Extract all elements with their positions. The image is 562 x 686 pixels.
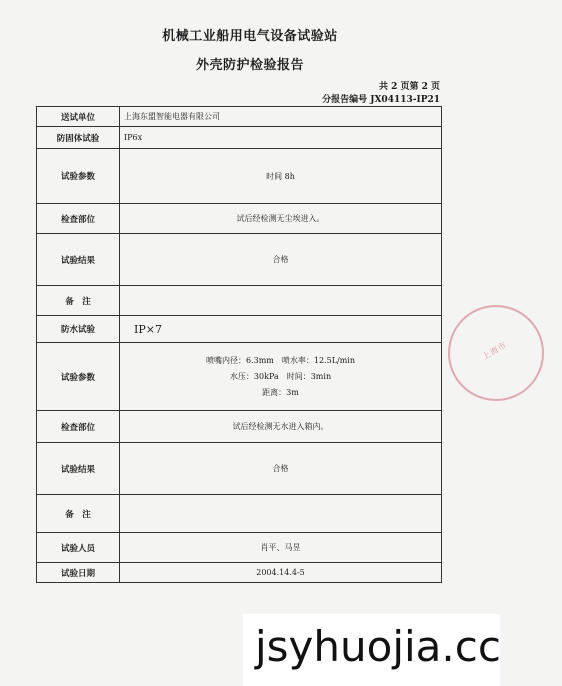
dust-result-label: 试验结果 bbox=[37, 234, 120, 286]
water-check-value: 试后经检测无水进入箱内。 bbox=[120, 411, 442, 443]
tester-value: 肖平、马昱 bbox=[120, 533, 442, 563]
row-water-note bbox=[37, 495, 442, 533]
date-label: 试验日期 bbox=[37, 563, 120, 583]
row-water-result bbox=[37, 443, 442, 495]
report-title: 外壳防护检验报告 bbox=[195, 58, 304, 73]
tester-label: 试验人员 bbox=[37, 533, 120, 563]
official-seal bbox=[430, 287, 561, 418]
water-params-line: 距离：3m bbox=[262, 387, 299, 397]
client-value: 上海东盟智能电器有限公司 bbox=[120, 107, 442, 127]
dust-test-label: 防固体试验 bbox=[37, 127, 120, 149]
water-result-value: 合格 bbox=[120, 443, 442, 495]
water-check-label: 检查部位 bbox=[37, 411, 120, 443]
water-params-line: 喷嘴内径：6.3mm 喷水率：12.5L/min bbox=[205, 355, 355, 365]
water-params-value bbox=[120, 343, 442, 411]
row-tester bbox=[37, 533, 442, 563]
water-params-line: 水压：30kPa 时间：3min bbox=[229, 371, 332, 381]
dust-check-label: 检查部位 bbox=[37, 204, 120, 234]
page-count: 共 2 页第 2 页 bbox=[378, 82, 440, 92]
water-note-value bbox=[120, 495, 442, 533]
row-dust-result bbox=[37, 234, 442, 286]
water-note-label: 备 注 bbox=[37, 495, 120, 533]
row-client bbox=[37, 107, 442, 127]
water-result-label: 试验结果 bbox=[37, 443, 120, 495]
row-dust-check bbox=[37, 204, 442, 234]
water-test-value: IP×7 bbox=[120, 316, 442, 343]
dust-params-label: 试验参数 bbox=[37, 149, 120, 204]
date-value: 2004.14.4-5 bbox=[120, 563, 442, 583]
dust-note-value bbox=[120, 286, 442, 316]
dust-note-label: 备 注 bbox=[37, 286, 120, 316]
water-test-label: 防水试验 bbox=[37, 316, 120, 343]
row-water-test bbox=[37, 316, 442, 343]
dust-test-value: IP6x bbox=[120, 127, 442, 149]
row-water-params bbox=[37, 343, 442, 411]
dust-check-value: 试后经检测无尘埃进入。 bbox=[120, 204, 442, 234]
dust-params-value: 时间 8h bbox=[120, 149, 442, 204]
row-date bbox=[37, 563, 442, 583]
institution-title: 机械工业船用电气设备试验站 bbox=[162, 29, 338, 44]
client-label: 送试单位 bbox=[37, 107, 120, 127]
water-params-label: 试验参数 bbox=[37, 343, 120, 411]
row-water-check bbox=[37, 411, 442, 443]
report-table bbox=[36, 106, 442, 583]
row-dust-test bbox=[37, 127, 442, 149]
row-dust-note bbox=[37, 286, 442, 316]
page-info bbox=[322, 81, 440, 107]
row-dust-params bbox=[37, 149, 442, 204]
watermark-text: jsyhuojia.cc bbox=[255, 622, 501, 671]
dust-result-value: 合格 bbox=[120, 234, 442, 286]
watermark bbox=[243, 614, 500, 686]
report-number: 分报告编号 JX04113-IP21 bbox=[322, 95, 440, 105]
seal-text: 上海市 bbox=[480, 340, 509, 362]
